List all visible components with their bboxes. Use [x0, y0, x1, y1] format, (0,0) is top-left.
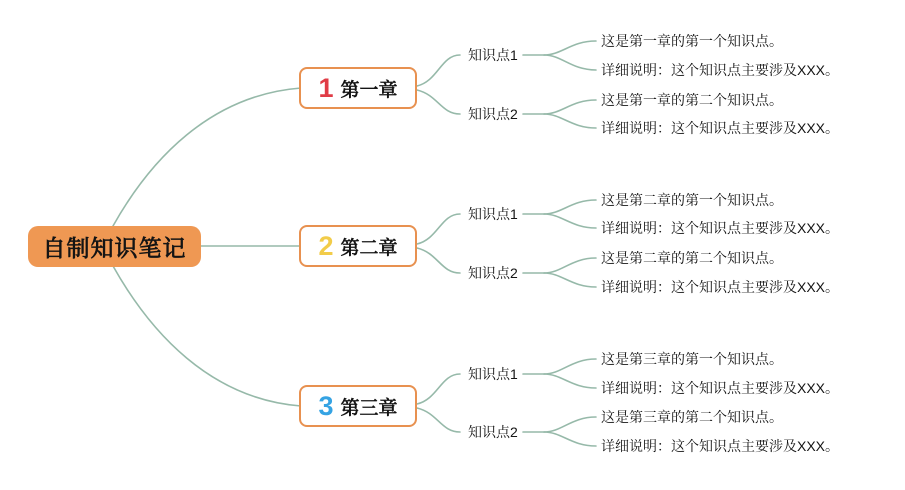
- chapter-node-3[interactable]: [299, 385, 417, 427]
- detail-note[interactable]: 这是第一章的第一个知识点。: [601, 33, 783, 49]
- knowledge-point-3-2[interactable]: 知识点2: [468, 424, 518, 440]
- detail-note[interactable]: 详细说明：这个知识点主要涉及XXX。: [601, 62, 840, 78]
- detail-note[interactable]: 详细说明：这个知识点主要涉及XXX。: [601, 220, 840, 236]
- connector: [544, 55, 596, 70]
- chapter-node-2[interactable]: [299, 225, 417, 267]
- connector: [113, 266, 301, 406]
- connector: [544, 100, 596, 114]
- connector: [544, 359, 596, 374]
- connector: [113, 88, 301, 226]
- chapter-title: 第一章: [340, 79, 398, 101]
- chapter-number: 2: [318, 230, 334, 261]
- connector: [544, 41, 596, 55]
- chapter-number: 1: [318, 72, 334, 103]
- root-label: 自制知识笔记: [42, 235, 187, 261]
- connector: [544, 417, 596, 432]
- detail-note[interactable]: 这是第三章的第一个知识点。: [601, 351, 783, 367]
- connector: [417, 214, 460, 244]
- detail-note[interactable]: 详细说明：这个知识点主要涉及XXX。: [601, 438, 840, 454]
- chapter-node-1[interactable]: [299, 67, 417, 109]
- knowledge-point-1-2[interactable]: 知识点2: [468, 106, 518, 122]
- detail-note[interactable]: 详细说明：这个知识点主要涉及XXX。: [601, 279, 840, 295]
- detail-note[interactable]: 详细说明：这个知识点主要涉及XXX。: [601, 120, 840, 136]
- root-node[interactable]: [28, 226, 201, 267]
- detail-note[interactable]: 这是第二章的第一个知识点。: [601, 192, 783, 208]
- detail-note[interactable]: 这是第三章的第二个知识点。: [601, 409, 783, 425]
- chapter-title: 第三章: [340, 397, 398, 419]
- chapter-title: 第二章: [340, 237, 398, 259]
- detail-note[interactable]: 这是第二章的第二个知识点。: [601, 250, 783, 266]
- connector: [544, 200, 596, 214]
- detail-note[interactable]: 这是第一章的第二个知识点。: [601, 92, 783, 108]
- connector: [544, 258, 596, 273]
- knowledge-point-2-2[interactable]: 知识点2: [468, 265, 518, 281]
- connector: [417, 55, 460, 86]
- knowledge-point-1-1[interactable]: 知识点1: [468, 47, 518, 63]
- connector: [417, 408, 460, 432]
- knowledge-point-3-1[interactable]: 知识点1: [468, 366, 518, 382]
- connector: [544, 273, 596, 287]
- connector: [417, 90, 460, 114]
- detail-note[interactable]: 详细说明：这个知识点主要涉及XXX。: [601, 380, 840, 396]
- connector: [417, 374, 460, 404]
- knowledge-point-2-1[interactable]: 知识点1: [468, 206, 518, 222]
- connector: [544, 214, 596, 228]
- connector: [544, 374, 596, 388]
- connector: [544, 432, 596, 446]
- connector: [544, 114, 596, 128]
- connector: [417, 248, 460, 273]
- chapter-number: 3: [318, 390, 334, 421]
